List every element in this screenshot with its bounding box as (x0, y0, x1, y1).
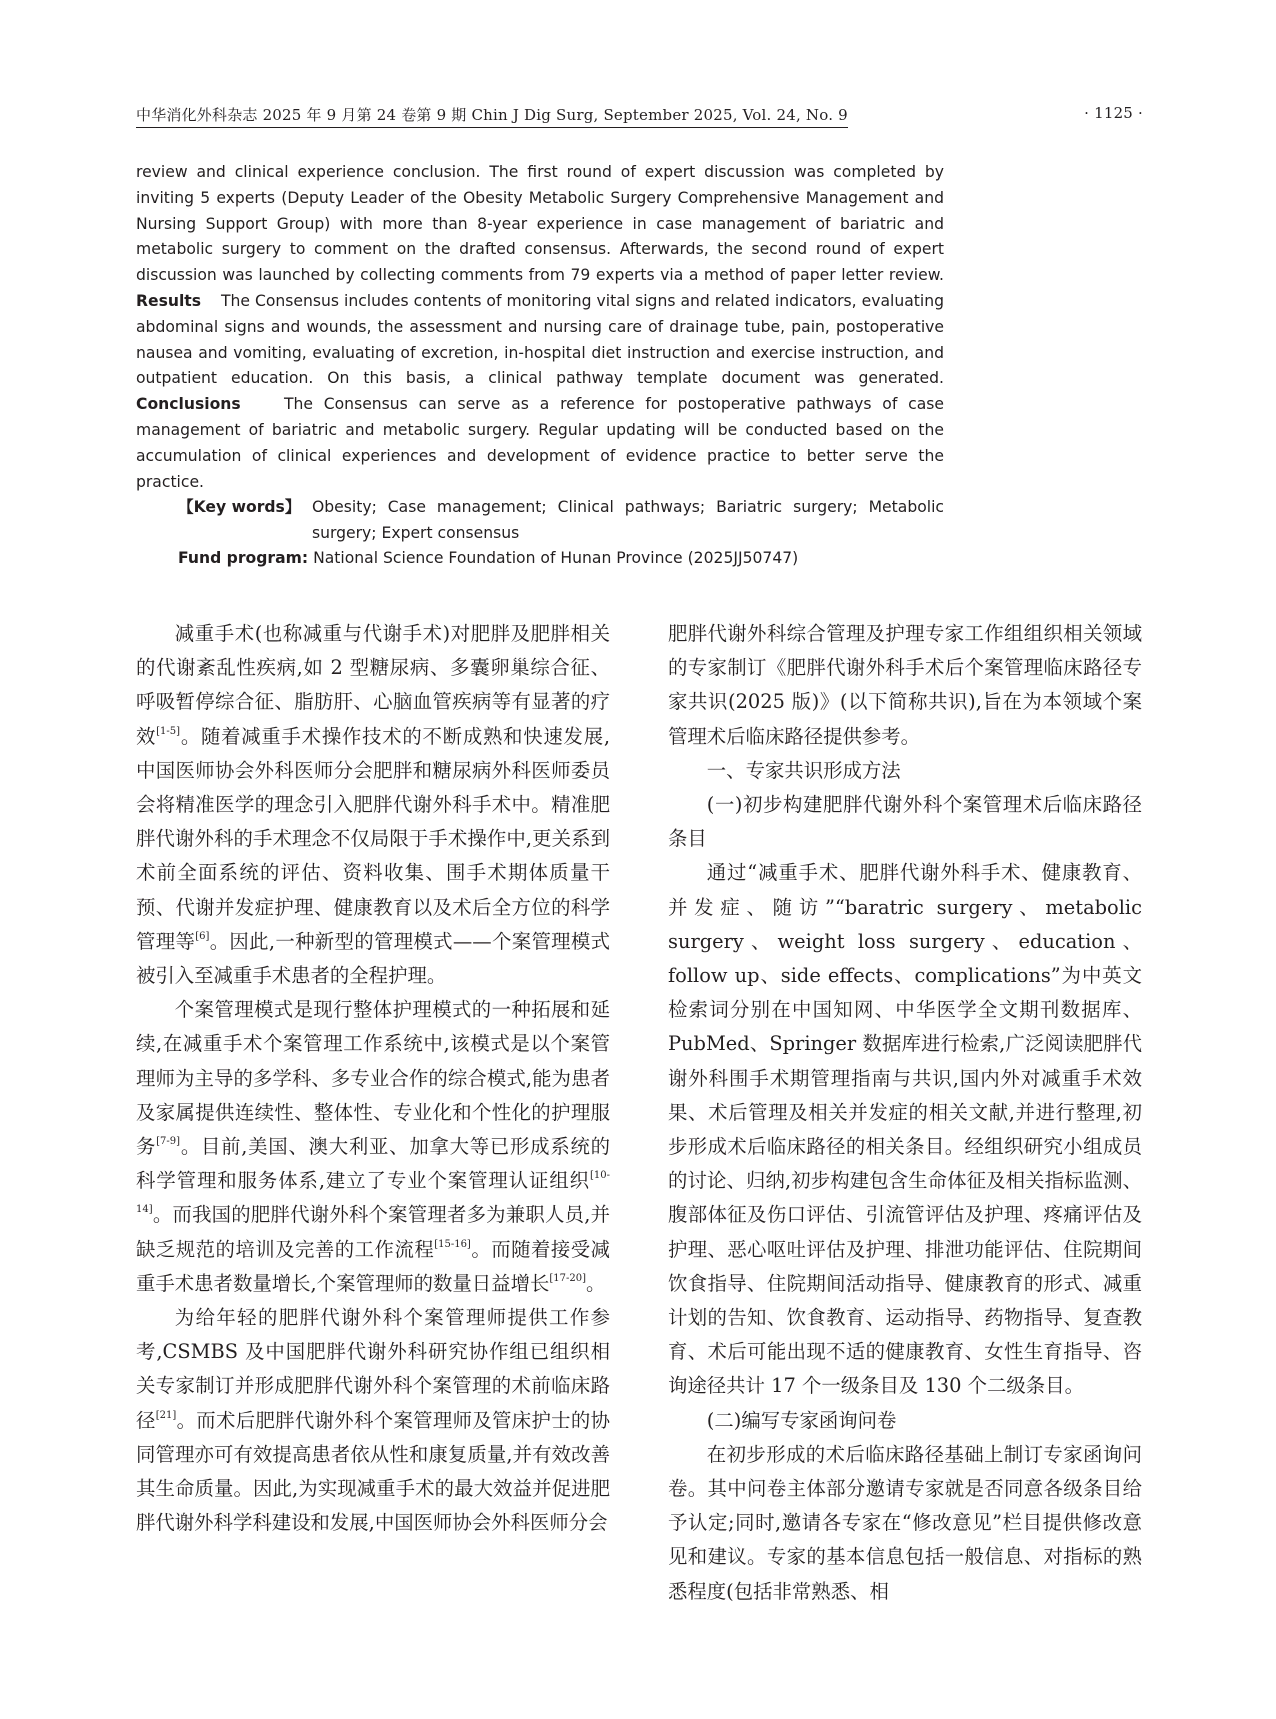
body-column-right (668, 617, 1142, 1609)
page-number: · 1125 · (1084, 104, 1143, 122)
citation: [1-5] (156, 725, 181, 737)
citation: [7-9] (156, 1136, 181, 1148)
keywords-text: Obesity; Case management; Clinical pathways; Bariatric surgery; Metabolic surgery; Expert consensus (312, 498, 944, 542)
fund-program (178, 546, 944, 572)
subsection-heading: (一)初步构建肥胖代谢外科个案管理术后临床路径条目 (668, 793, 1142, 851)
paragraph: 在初步形成的术后临床路径基础上制订专家函询问卷。其中问卷主体部分邀请专家就是否同意各级条目给予认定;同时,邀请各专家在“修改意见”栏目提供修改意见和建议。专家的基本信息包括一般信息、对指标的熟悉程度(包括非常熟悉、相 (668, 1442, 1142, 1603)
text: 。而我国的肥胖代谢外科个案管理者多为兼职人员,并缺乏规范的培训及完善的工作流程 (136, 1203, 610, 1261)
results-text: The Consensus includes contents of monitoring vital signs and related indicators, evaluating abdominal signs and wounds, the assessment and nursing care of drainage tube, pain, postoperative nausea and vomiting, evaluating of excretion, in-hospital diet instruction and exercise instruction, and outpatient education. On this basis, a clinical pathway template document was generated. (136, 291, 944, 388)
citation: [15-16] (434, 1238, 471, 1250)
keywords-label: 【Key words】 (178, 498, 301, 516)
section-heading: 一、专家共识形成方法 (706, 758, 901, 782)
english-abstract (136, 160, 944, 495)
conclusions-text: The Consensus can serve as a reference for postoperative pathways of case management of bariatric and metabolic surgery. Regular updating will be conducted based on the accumulation of clinical experiences and development of evidence practice to better serve the practice. (136, 395, 944, 491)
citation: [6] (195, 930, 210, 942)
text: 。因此,一种新型的管理模式——个案管理模式被引入至减重手术患者的全程护理。 (136, 929, 611, 988)
paragraph (136, 993, 610, 1301)
results-label: Results (136, 291, 202, 310)
text: 个案管理模式是现行整体护理模式的一种拓展和延续,在减重手术个案管理工作系统中,该模式是以个案管理师为主导的多学科、多专业合作的综合模式,能为患者及家属提供连续性、整体性、专业化和个性化的护理服务 (136, 998, 610, 1159)
text: 。随着减重手术操作技术的不断成熟和快速发展,中国医师协会外科医师分会肥胖和糖尿病外科医师委员会将精准医学的理念引入肥胖代谢外科手术中。精准肥胖代谢外科的手术理念不仅局限于手术操作中,更关系到术前全面系统的评估、资料收集、围手术期体质量干预、代谢并发症护理、健康教育以及术后全方位的科学管理等 (136, 724, 611, 953)
abstract-text (136, 160, 944, 495)
fund-label: Fund program: (178, 549, 309, 567)
abstract-methods-text: review and clinical experience conclusion. The first round of expert discussion was completed by inviting 5 experts (Deputy Leader of the Obesity Metabolic Surgery Comprehensive Management and Nursing Support Group) with more than 8-year experience in case management of bariatric and metabolic surgery to comment on the drafted consensus. Afterwards, the second round of expert discussion was launched by collecting comments from 79 experts via a method of paper letter review. (136, 163, 944, 285)
text: 。目前,美国、澳大利亚、加拿大等已形成系统的科学管理和服务体系,建立了专业个案管理认证组织 (136, 1135, 611, 1193)
body-column-left (136, 617, 610, 1540)
paragraph: 肥胖代谢外科综合管理及护理专家工作组组织相关领域的专家制订《肥胖代谢外科手术后个案管理临床路径专家共识(2025 版)》(以下简称共识),旨在为本领域个案管理术后临床路径提供参考。 (668, 622, 1142, 748)
conclusions-label: Conclusions (136, 395, 241, 414)
paragraph (136, 617, 610, 993)
journal-citation: 中华消化外科杂志 2025 年 9 月第 24 卷第 9 期 Chin J Dig Surg, September 2025, Vol. 24, No. 9 (136, 104, 848, 128)
text: 。而术后肥胖代谢外科个案管理师及管床护士的协同管理亦可有效提高患者依从性和康复质量,并有效改善其生命质量。因此,为实现减重手术的最大效益并促进肥胖代谢外科学科建设和发展,中国医师协会外科医师分会 (136, 1408, 611, 1535)
fund-text: National Science Foundation of Hunan Province (2025JJ50747) (313, 549, 799, 567)
citation: [10-14] (136, 1170, 610, 1216)
citation: [17-20] (549, 1272, 587, 1284)
text: 。而随着接受减重手术患者数量增长,个案管理师的数量日益增长 (136, 1237, 611, 1295)
paragraph: 通过“减重手术、肥胖代谢外科手术、健康教育、并发症、随访”“baratric surgery、metabolic surgery、weight loss surgery、education、follow up、side effects、complications”为中英文检索词分别在中国知网、中华医学全文期刊数据库、PubMed、Springer 数据库进行检索,广泛阅读肥胖代谢外科围手术期管理指南与共识,国内外对减重手术效果、术后管理及相关并发症的相关文献,并进行整理,初步形成术后临床路径的相关条目。经组织研究小组成员的讨论、归纳,初步构建包含生命体征及相关指标监测、腹部体征及伤口评估、引流管评估及护理、疼痛评估及护理、恶心呕吐评估及护理、排泄功能评估、住院期间饮食指导、住院期间活动指导、健康教育的形式、减重计划的告知、饮食教育、运动指导、药物指导、复查教育、术后可能出现不适的健康教育、女性生育指导、咨询途径共计 17 个一级条目及 130 个二级条目。 (668, 861, 1142, 1398)
text: 。 (586, 1271, 606, 1295)
text: 为给年轻的肥胖代谢外科个案管理师提供工作参考,CSMBS 及中国肥胖代谢外科研究协作组已组织相关专家制订并形成肥胖代谢外科个案管理的术前临床路径 (136, 1306, 610, 1432)
paragraph (136, 1301, 610, 1540)
citation: [21] (155, 1409, 177, 1421)
text: 减重手术(也称减重与代谢手术)对肥胖及肥胖相关的代谢紊乱性疾病,如 2 型糖尿病、多囊卵巢综合征、呼吸暂停综合征、脂肪肝、心脑血管疾病等有显著的疗效 (136, 622, 610, 748)
subsection-heading: (二)编写专家函询问卷 (706, 1408, 897, 1432)
